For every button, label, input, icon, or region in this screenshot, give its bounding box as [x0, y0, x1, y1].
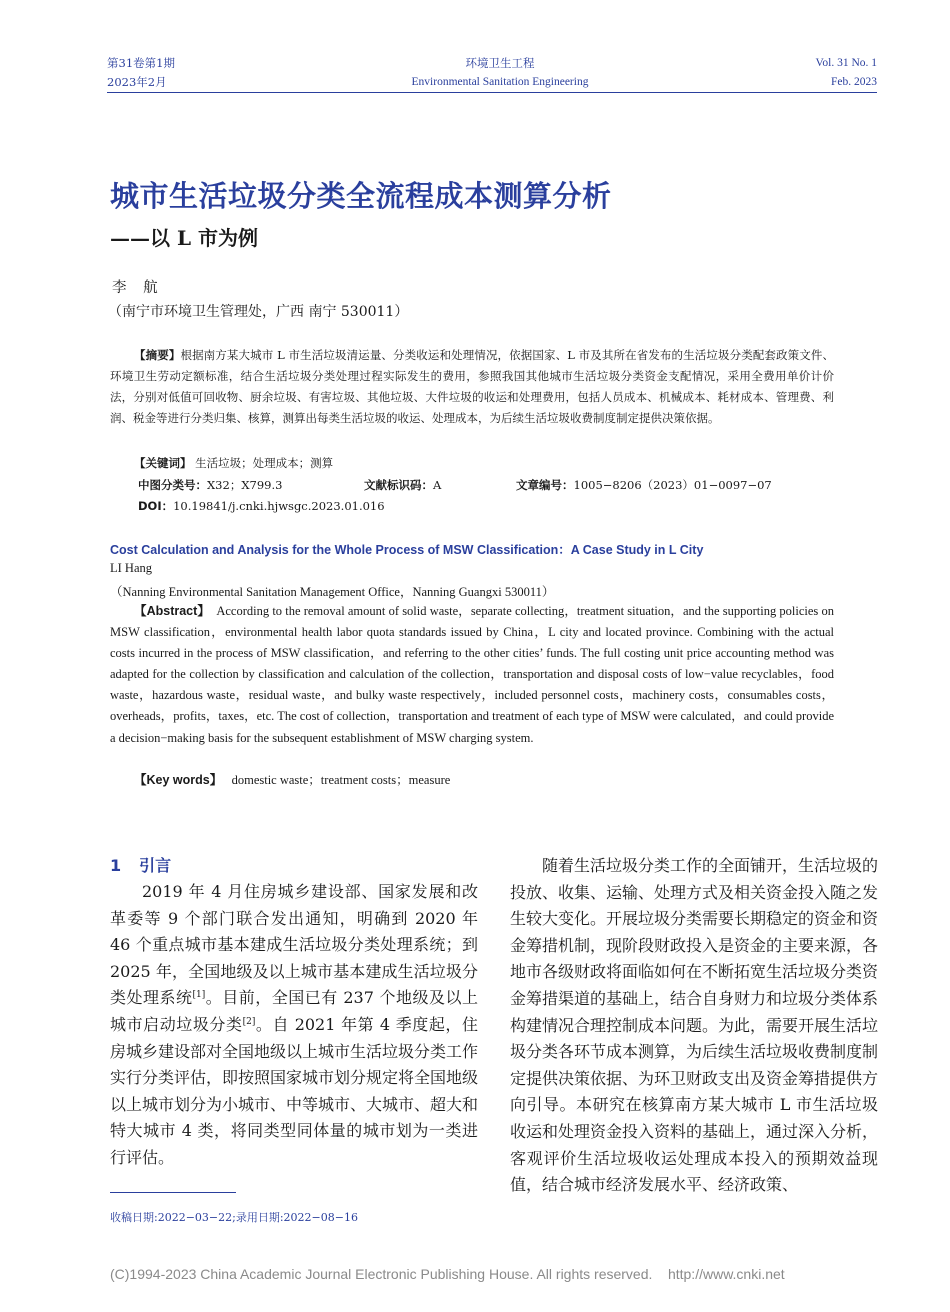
header-volume-en: Vol. 31 No. 1 [815, 57, 877, 69]
citation-1[interactable]: [1] [192, 990, 206, 1001]
article-number [516, 475, 772, 496]
received-date-footnote: 收稿日期:2022−03−22;录用日期:2022−08−16 [110, 1211, 358, 1224]
abstract-cn-label: 【摘要】 [134, 348, 181, 362]
author-cn: 李 航 [112, 280, 164, 296]
abstract-en-label: 【Abstract】 [134, 604, 210, 618]
copyright-footer: (C)1994-2023 China Academic Journal Electronic Publishing House. All rights reserved. http://www.cnki.net [110, 1266, 785, 1282]
keywords-en [134, 770, 450, 788]
doi-label: DOI： [138, 499, 174, 513]
english-affiliation: （Nanning Environmental Sanitation Management Office，Nanning Guangxi 530011） [110, 585, 555, 599]
section-heading [110, 853, 171, 876]
clc-number [138, 475, 282, 496]
article-number-value: 1005−8206（2023）01−0097−07 [573, 478, 772, 492]
paper-title: 城市生活垃圾分类全流程成本测算分析 [110, 179, 612, 213]
para-left-part2: 。目前，全国已有 237 个地级及以上城市启动垃圾分类 [110, 988, 478, 1034]
section-title: 引言 [139, 856, 172, 875]
right-column [510, 853, 878, 1199]
doi-value: 10.19841/j.cnki.hjwsgc.2023.01.016 [173, 499, 385, 513]
header-volume-cn: 第31卷第1期 [107, 56, 175, 70]
keywords-cn-label: 【关键词】 [134, 456, 192, 470]
affiliation-cn: （南宁市环境卫生管理处，广西 南宁 530011） [108, 304, 409, 320]
abstract-cn-text: 根据南方某大城市 L 市生活垃圾清运量、分类收运和处理情况，依据国家、L 市及其所在省发布的生活垃圾分类配套政策文件、环境卫生劳动定额标准，结合生活垃圾分类处理过程实际发生的费用，参照我国其他城市生活垃圾分类资金支配情况，采用全费用单价计价法，分别对低值可回收物、厨余垃圾、有害垃圾、其他垃圾、大件垃圾的收运和处理费用，包括人员成本、机械成本、耗材成本、管理费、利润、税金等进行分类归集、核算，测算出每类生活垃圾的收运、处理成本，为后续生活垃圾收费制度制定提供决策依据。 [110, 348, 835, 425]
english-title: Cost Calculation and Analysis for the Whole Process of MSW Classification：A Case Study in L City [110, 543, 704, 557]
intro-paragraph-right: 随着生活垃圾分类工作的全面铺开，生活垃圾的投放、收集、运输、处理方式及相关资金投入随之发生较大变化。开展垃圾分类需要长期稳定的资金和资金筹措机制，现阶段财政投入是资金的主要来源，各地市各级财政将面临如何在不断拓宽生活垃圾分类资金筹措渠道的基础上，结合自身财力和垃圾分类体系构建情况合理控制成本问题。为此，需要开展生活垃圾分类各环节成本测算，为后续生活垃圾收费制度制定提供决策依据、为环卫财政支出及资金筹措提供方向引导。本研究在核算南方某大城市 L 市生活垃圾收运和处理资金投入资料的基础上，通过深入分析，客观评价生活垃圾收运处理成本投入的预期效益现值，结合城市经济发展水平、经济政策、 [510, 856, 879, 1195]
abstract-cn [110, 345, 834, 429]
doc-code-value: A [433, 478, 442, 492]
doi [138, 496, 385, 517]
clc-value: X32；X799.3 [207, 478, 283, 492]
doc-code-label: 文献标识码： [364, 478, 433, 492]
footnote-rule [110, 1192, 236, 1193]
keywords-en-label: 【Key words】 [134, 773, 223, 787]
citation-2[interactable]: [2] [242, 1016, 256, 1027]
abstract-en [110, 601, 834, 749]
document-code [364, 475, 441, 496]
header-journal-cn: 环境卫生工程 [465, 56, 535, 70]
paper-subtitle: ——以 L 市为例 [110, 226, 258, 250]
para-left-part3: 。自 2021 年第 4 季度起，住房城乡建设部对全国地级以上城市生活垃圾分类工作实行分类评估，即按照国家城市划分规定将全国地级以上城市划分为小城市、中等城市、大城市、超大和特大城市 4 类，将同类型同体量的城市划为一类进行评估。 [110, 1014, 479, 1167]
header-date-cn: 2023年2月 [107, 75, 167, 89]
keywords-cn-text: 生活垃圾；处理成本；测算 [195, 456, 334, 470]
english-author: LI Hang [110, 561, 152, 575]
intro-paragraph-left [110, 879, 478, 1172]
left-column [110, 879, 478, 1172]
clc-label: 中图分类号： [138, 478, 207, 492]
article-number-label: 文章编号： [516, 478, 574, 492]
section-number: 1 [110, 856, 122, 875]
header-rule [107, 92, 877, 93]
header-date-en: Feb. 2023 [831, 76, 877, 88]
keywords-en-text: domestic waste；treatment costs；measure [231, 773, 451, 787]
keywords-cn [134, 453, 333, 474]
para-left-part1: 2019 年 4 月住房城乡建设部、国家发展和改革委等 9 个部门联合发出通知，明确到 2020 年 46 个重点城市基本建成生活垃圾分类处理系统；到 2025 年，全国地级及以上城市基本建成生活垃圾分类处理系统 [110, 882, 478, 1008]
header-journal-en: Environmental Sanitation Engineering [411, 76, 589, 88]
abstract-en-text: According to the removal amount of solid waste，separate collecting，treatment situation，and the supporting policies on MSW classification，environmental health labor quota standards issued by China，L city and located province. Combining with the actual costs incurred in the process of MSW classification，and referring to the other cities’ funds. The full costing unit price accounting method was adapted for the collection by classification and calculation of the collection，transportation and disposal costs of low−value recyclables，food waste，hazardous waste，residual waste，and bulky waste respectively，included personnel costs，machinery costs，consumables costs，overheads，profits，taxes，etc. The cost of collection，transportation and treatment of each type of MSW were calculated，and could provide a decision−making basis for the subsequent establishment of MSW charging system. [110, 604, 834, 745]
